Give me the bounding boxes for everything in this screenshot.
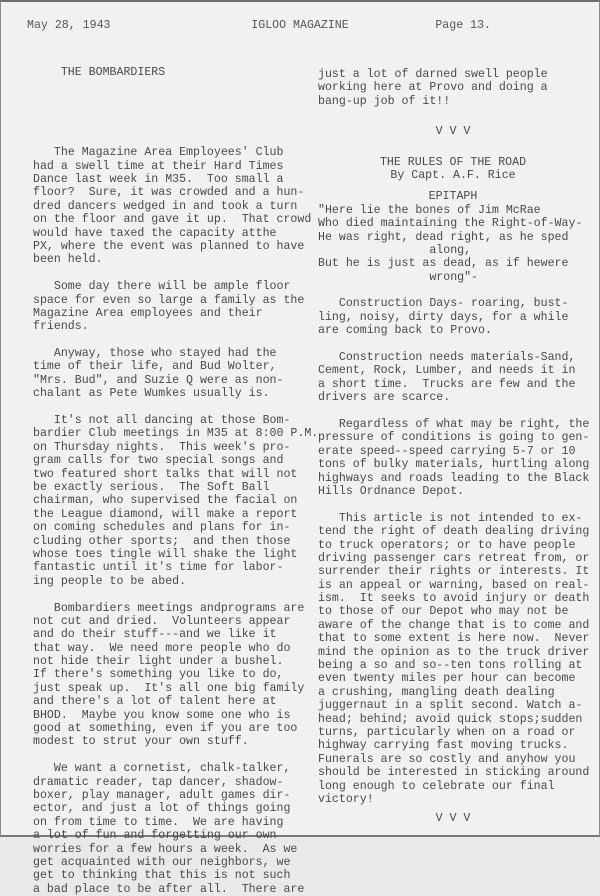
paragraph (33, 414, 319, 588)
text-line: If there's something you like to do, (33, 668, 284, 682)
paragraph (33, 347, 303, 401)
poem-line: wrong"- (318, 270, 479, 284)
text-line: Bombardiers meetings andprograms are (33, 601, 305, 615)
text-line: turns, particularly when on a road or (318, 725, 576, 739)
text-line: dramatic reader, tap dancer, shadow- (33, 775, 284, 789)
text-line: a short time. Trucks are few and the (318, 377, 576, 391)
paragraph (318, 297, 588, 337)
section-separator: V V V (435, 125, 471, 139)
text-line: BHOD. Maybe you know some one who is (33, 708, 291, 722)
text-line: whose toes tingle will shake the light (33, 547, 298, 561)
text-line: Funerals are so costly and anyhow you (318, 752, 576, 766)
text-line: to truck operators; or to have people (318, 538, 576, 552)
paragraph (33, 762, 303, 896)
text-line: are coming back to Provo. (318, 324, 492, 338)
text-line: bang-up job of it!! (318, 94, 451, 108)
text-line: get acquainted with our neighbors, we (33, 855, 291, 869)
text-line: victory! (318, 792, 374, 806)
text-line: time of their life, and Bud Wolter, (33, 360, 277, 374)
text-line: a bad place to be after all. There are (33, 882, 305, 896)
epitaph-heading: EPITAPH (428, 190, 478, 204)
text-line: modest to strut your own stuff. (33, 735, 249, 749)
text-line: on from time to time. We are having (33, 815, 284, 829)
text-line: and there's a lot of talent here at (33, 695, 277, 709)
poem-line: Who died maintaining the Right-of-Way- (318, 217, 583, 231)
text-line: fantastic until it's time for labor- (33, 561, 284, 575)
text-line: Regardless of what may be right, the (318, 417, 590, 431)
text-line: chalant as Pete Wumkes usually is. (33, 387, 270, 401)
text-line: even twenty miles per hour can become (318, 672, 576, 686)
text-line: highways and roads leading to the Black (318, 471, 590, 485)
article-title-bombardiers: THE BOMBARDIERS (33, 65, 166, 79)
text-line: should be interested in sticking around (318, 766, 590, 780)
text-line: cluding other sports; and then those (33, 534, 291, 548)
publication-title: IGLOO MAGAZINE (251, 19, 349, 32)
text-line: ing people to be abed. (33, 574, 187, 588)
text-line: a crushing, mangling death dealing (318, 685, 555, 699)
text-line: the League diamond, will make a report (33, 507, 298, 521)
text-line: that to some extent is here now. Never (318, 632, 590, 646)
text-line: mind the opinion as to the truck driver (318, 645, 590, 659)
text-line: bardier Club meetings in M35 at 8:00 P.M. (33, 427, 319, 441)
text-line: just a lot of darned swell people (318, 68, 548, 81)
text-line: Some day there will be ample floor (33, 280, 291, 294)
text-line: PX, where the event was planned to have (33, 239, 305, 253)
text-line: We want a cornetist, chalk-talker, (33, 762, 291, 776)
text-line: This article is not intended to ex- (318, 511, 583, 525)
text-line: Cement, Rock, Lumber, and needs it in (318, 364, 576, 378)
poem-line: He was right, dead right, as he sped (318, 230, 569, 244)
paragraph (33, 146, 312, 267)
text-line: tend the right of death dealing driving (318, 525, 590, 539)
text-line: aware of the change that is to come and (318, 618, 590, 632)
text-line: Construction Days- roaring, bust- (318, 297, 569, 311)
text-line: tons of bulky materials, hurtling along (318, 458, 590, 472)
text-line: is an appeal or warning, based on real- (318, 578, 590, 592)
text-line: driving passenger cars retreat from, or (318, 551, 590, 565)
page-number: Page 13. (435, 19, 491, 32)
text-line: working here at Provo and doing a (318, 81, 548, 95)
text-line: Magazine Area employees and their (33, 306, 263, 320)
text-line: erate speed--speed carrying 5-7 or 10 (318, 444, 576, 458)
text-line: floor? Sure, it was crowded and a hun- (33, 186, 305, 200)
issue-date: May 28, 1943 (27, 19, 111, 32)
end-separator: V V V (435, 812, 471, 826)
article-title-rules-of-the-road: THE RULES OF THE ROAD (379, 155, 527, 169)
text-line: Dance last week in M35. Too small a (33, 173, 284, 186)
text-line: being a so and so--ten tons rolling at (318, 659, 583, 673)
text-line: boxer, play manager, adult games dir- (33, 788, 291, 802)
text-line: had a swell time at their Hard Times (33, 159, 284, 173)
poem-line: "Here lie the bones of Jim McRae (318, 203, 541, 217)
text-line: two featured short talks that will not (33, 467, 298, 481)
text-line: on Thursday nights. This week's pro- (33, 440, 291, 454)
text-line: good at something, even if you are too (33, 722, 298, 736)
text-line: dred dancers wedged in and took a turn (33, 199, 298, 213)
epitaph-poem (318, 204, 588, 284)
text-line: to those of our Depot who may not be (318, 605, 569, 619)
text-line: would have taxed the capacity atthe (33, 226, 277, 240)
text-line: highway carrying fast moving trucks. (318, 739, 569, 753)
text-line: head; behind; avoid quick stops;sudden (318, 712, 583, 726)
text-line: a lot of fun and forgetting our own (33, 829, 277, 843)
text-line: It's not all dancing at those Bom- (33, 414, 291, 428)
text-line: friends. (33, 320, 89, 334)
text-line: juggernaut in a split second. Watch a- (318, 699, 583, 713)
text-line: The Magazine Area Employees' Club (33, 146, 284, 160)
paragraph (33, 602, 303, 749)
text-line: pressure of conditions is going to gen- (318, 431, 590, 445)
text-line: ling, noisy, dirty days, for a while (318, 310, 569, 324)
text-line: worries for a few hours a week. As we (33, 842, 298, 856)
paragraph (318, 512, 588, 807)
text-line: not hide their light under a bushel. (33, 655, 284, 669)
text-line: that way. We need more people who do (33, 641, 291, 655)
text-line: just speak up. It's all one big family (33, 681, 305, 695)
text-line: Anyway, those who stayed had the (33, 347, 277, 361)
text-line: "Mrs. Bud", and Suzie Q were as non- (33, 373, 284, 387)
paragraph (33, 280, 303, 334)
text-line: be exactly serious. The Soft Ball (33, 480, 270, 494)
text-line: not cut and dried. Volunteers appear (33, 614, 291, 628)
paragraph (318, 418, 588, 498)
text-line: long enough to celebrate our final (318, 779, 555, 793)
continued-paragraph (318, 68, 588, 108)
text-line: been held. (33, 253, 103, 267)
paragraph (318, 351, 588, 405)
text-line: ism. It seeks to avoid injury or death (318, 592, 590, 606)
text-line: chairman, who supervised the facial on (33, 494, 298, 508)
poem-line: But he is just as dead, as if hewere (318, 257, 569, 271)
text-line: space for even so large a family as the (33, 293, 305, 307)
text-line: Hills Ordnance Depot. (318, 484, 465, 498)
text-line: and do their stuff---and we like it (33, 628, 277, 642)
byline: By Capt. A.F. Rice (390, 168, 516, 182)
text-line: ector, and just a lot of things going (33, 802, 291, 816)
text-line: drivers are scarce. (318, 391, 451, 405)
text-line: on coming schedules and plans for in- (33, 521, 291, 535)
text-line: surrender their rights or interests. It (318, 565, 590, 579)
right-column (318, 68, 588, 826)
left-column (33, 39, 319, 896)
text-line: gram calls for two special songs and (33, 454, 284, 468)
text-line: get to thinking that this is not such (33, 869, 291, 883)
text-line: on the floor and gave it up. That crowd (33, 213, 312, 227)
text-line: Construction needs materials-Sand, (318, 351, 576, 365)
poem-line: along, (318, 243, 472, 257)
